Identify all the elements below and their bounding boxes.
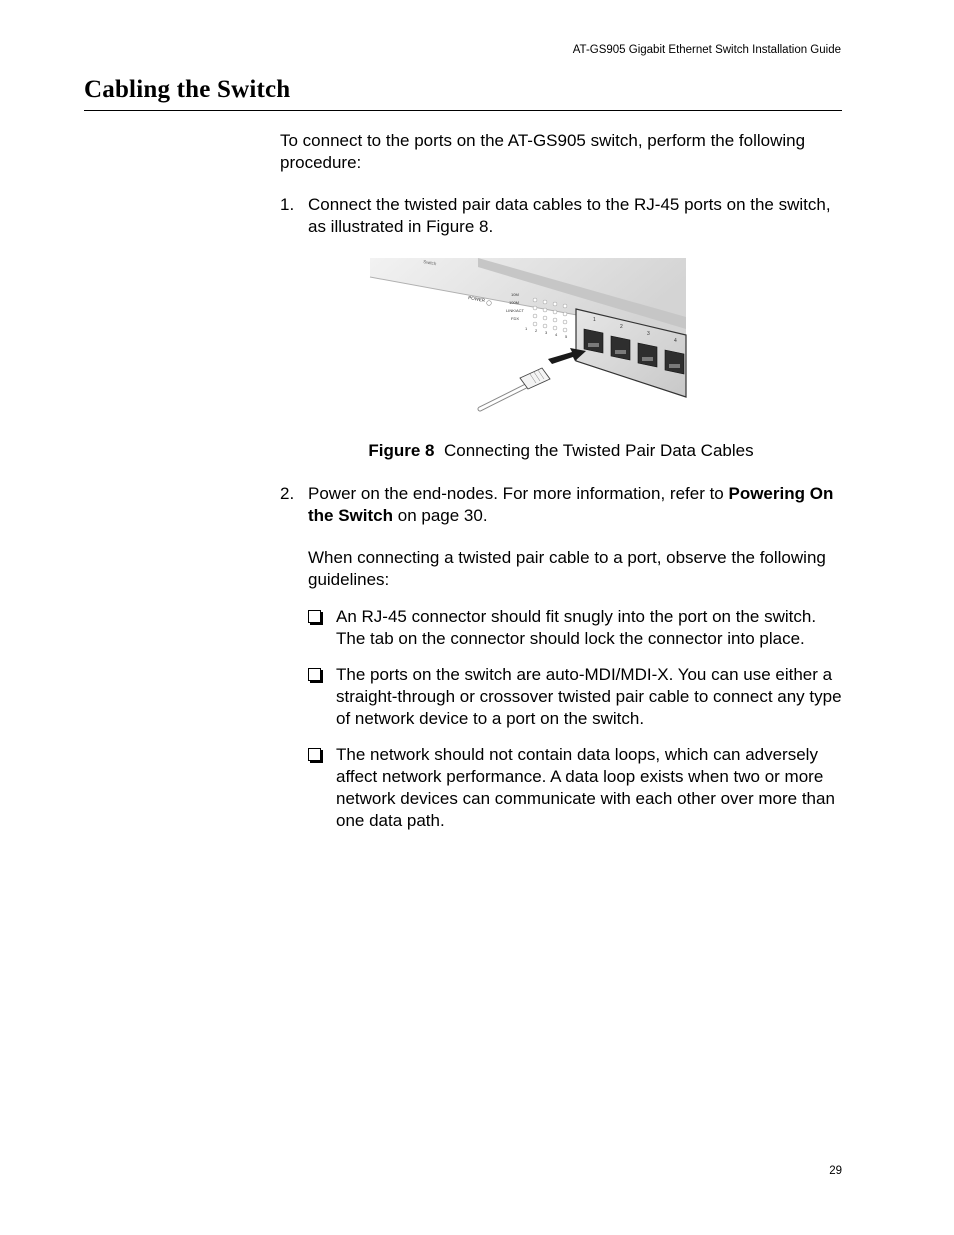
led-label-100m: 100M	[509, 300, 520, 305]
led-label-linkact: LINK/ACT	[506, 308, 525, 313]
step-number: 1.	[280, 195, 295, 214]
led-port-number: 4	[555, 332, 558, 337]
led-port-number: 5	[565, 334, 568, 339]
power-label: POWER	[467, 295, 486, 303]
title-rule	[84, 110, 842, 111]
port-number: 1	[593, 317, 596, 323]
port-number: 3	[647, 331, 650, 337]
cross-reference-link[interactable]: Powering On the Switch	[308, 484, 834, 525]
power-led	[487, 301, 492, 306]
step-text: Connect the twisted pair data cables to the RJ-45 ports on the switch, as illustrated in Figure 8.	[308, 195, 831, 236]
led-port-number: 1	[525, 326, 528, 331]
running-header: AT-GS905 Gigabit Ethernet Switch Installation Guide	[572, 44, 841, 56]
checkbox-bullet-icon	[308, 610, 321, 623]
port-number: 4	[674, 338, 677, 344]
led-port-number: 3	[545, 330, 548, 335]
led-port-number: 2	[535, 328, 538, 333]
step-number: 2.	[280, 484, 295, 503]
led-label-fdx: FDX	[511, 316, 519, 321]
guideline-text: An RJ-45 connector should fit snugly into the port on the switch. The tab on the connector should lock the connector into place.	[336, 607, 817, 648]
guideline-text: The ports on the switch are auto-MDI/MDI-X. You can use either a straight-through or crossover twisted pair cable to connect any type of network device to a port on the switch.	[336, 665, 842, 728]
figure-caption-text: Connecting the Twisted Pair Data Cables	[443, 441, 754, 460]
switch-brand-label: Switch	[422, 259, 437, 267]
step-text	[308, 483, 843, 527]
step-text-part: on page 30.	[393, 506, 488, 525]
step-text-part: Power on the end-nodes. For more information, refer to	[308, 484, 729, 503]
guidelines-intro: When connecting a twisted pair cable to a port, observe the following guidelines:	[308, 548, 826, 589]
figure-caption	[280, 440, 842, 462]
checkbox-bullet-icon	[308, 748, 321, 761]
intro-paragraph: To connect to the ports on the AT-GS905 switch, perform the following procedure:	[280, 131, 806, 172]
section-title: Cabling the Switch	[84, 76, 291, 103]
led-label-10m: 10M	[511, 292, 519, 297]
page-number: 29	[829, 1165, 842, 1177]
checkbox-bullet-icon	[308, 668, 321, 681]
port-number: 2	[620, 324, 623, 330]
guideline-text: The network should not contain data loops, which can adversely affect network performance. A data loop exists when two or more network devices can communicate with each other over more than one data path.	[336, 745, 835, 830]
figure-8-illustration	[368, 257, 688, 417]
figure-label: Figure 8	[368, 441, 435, 460]
